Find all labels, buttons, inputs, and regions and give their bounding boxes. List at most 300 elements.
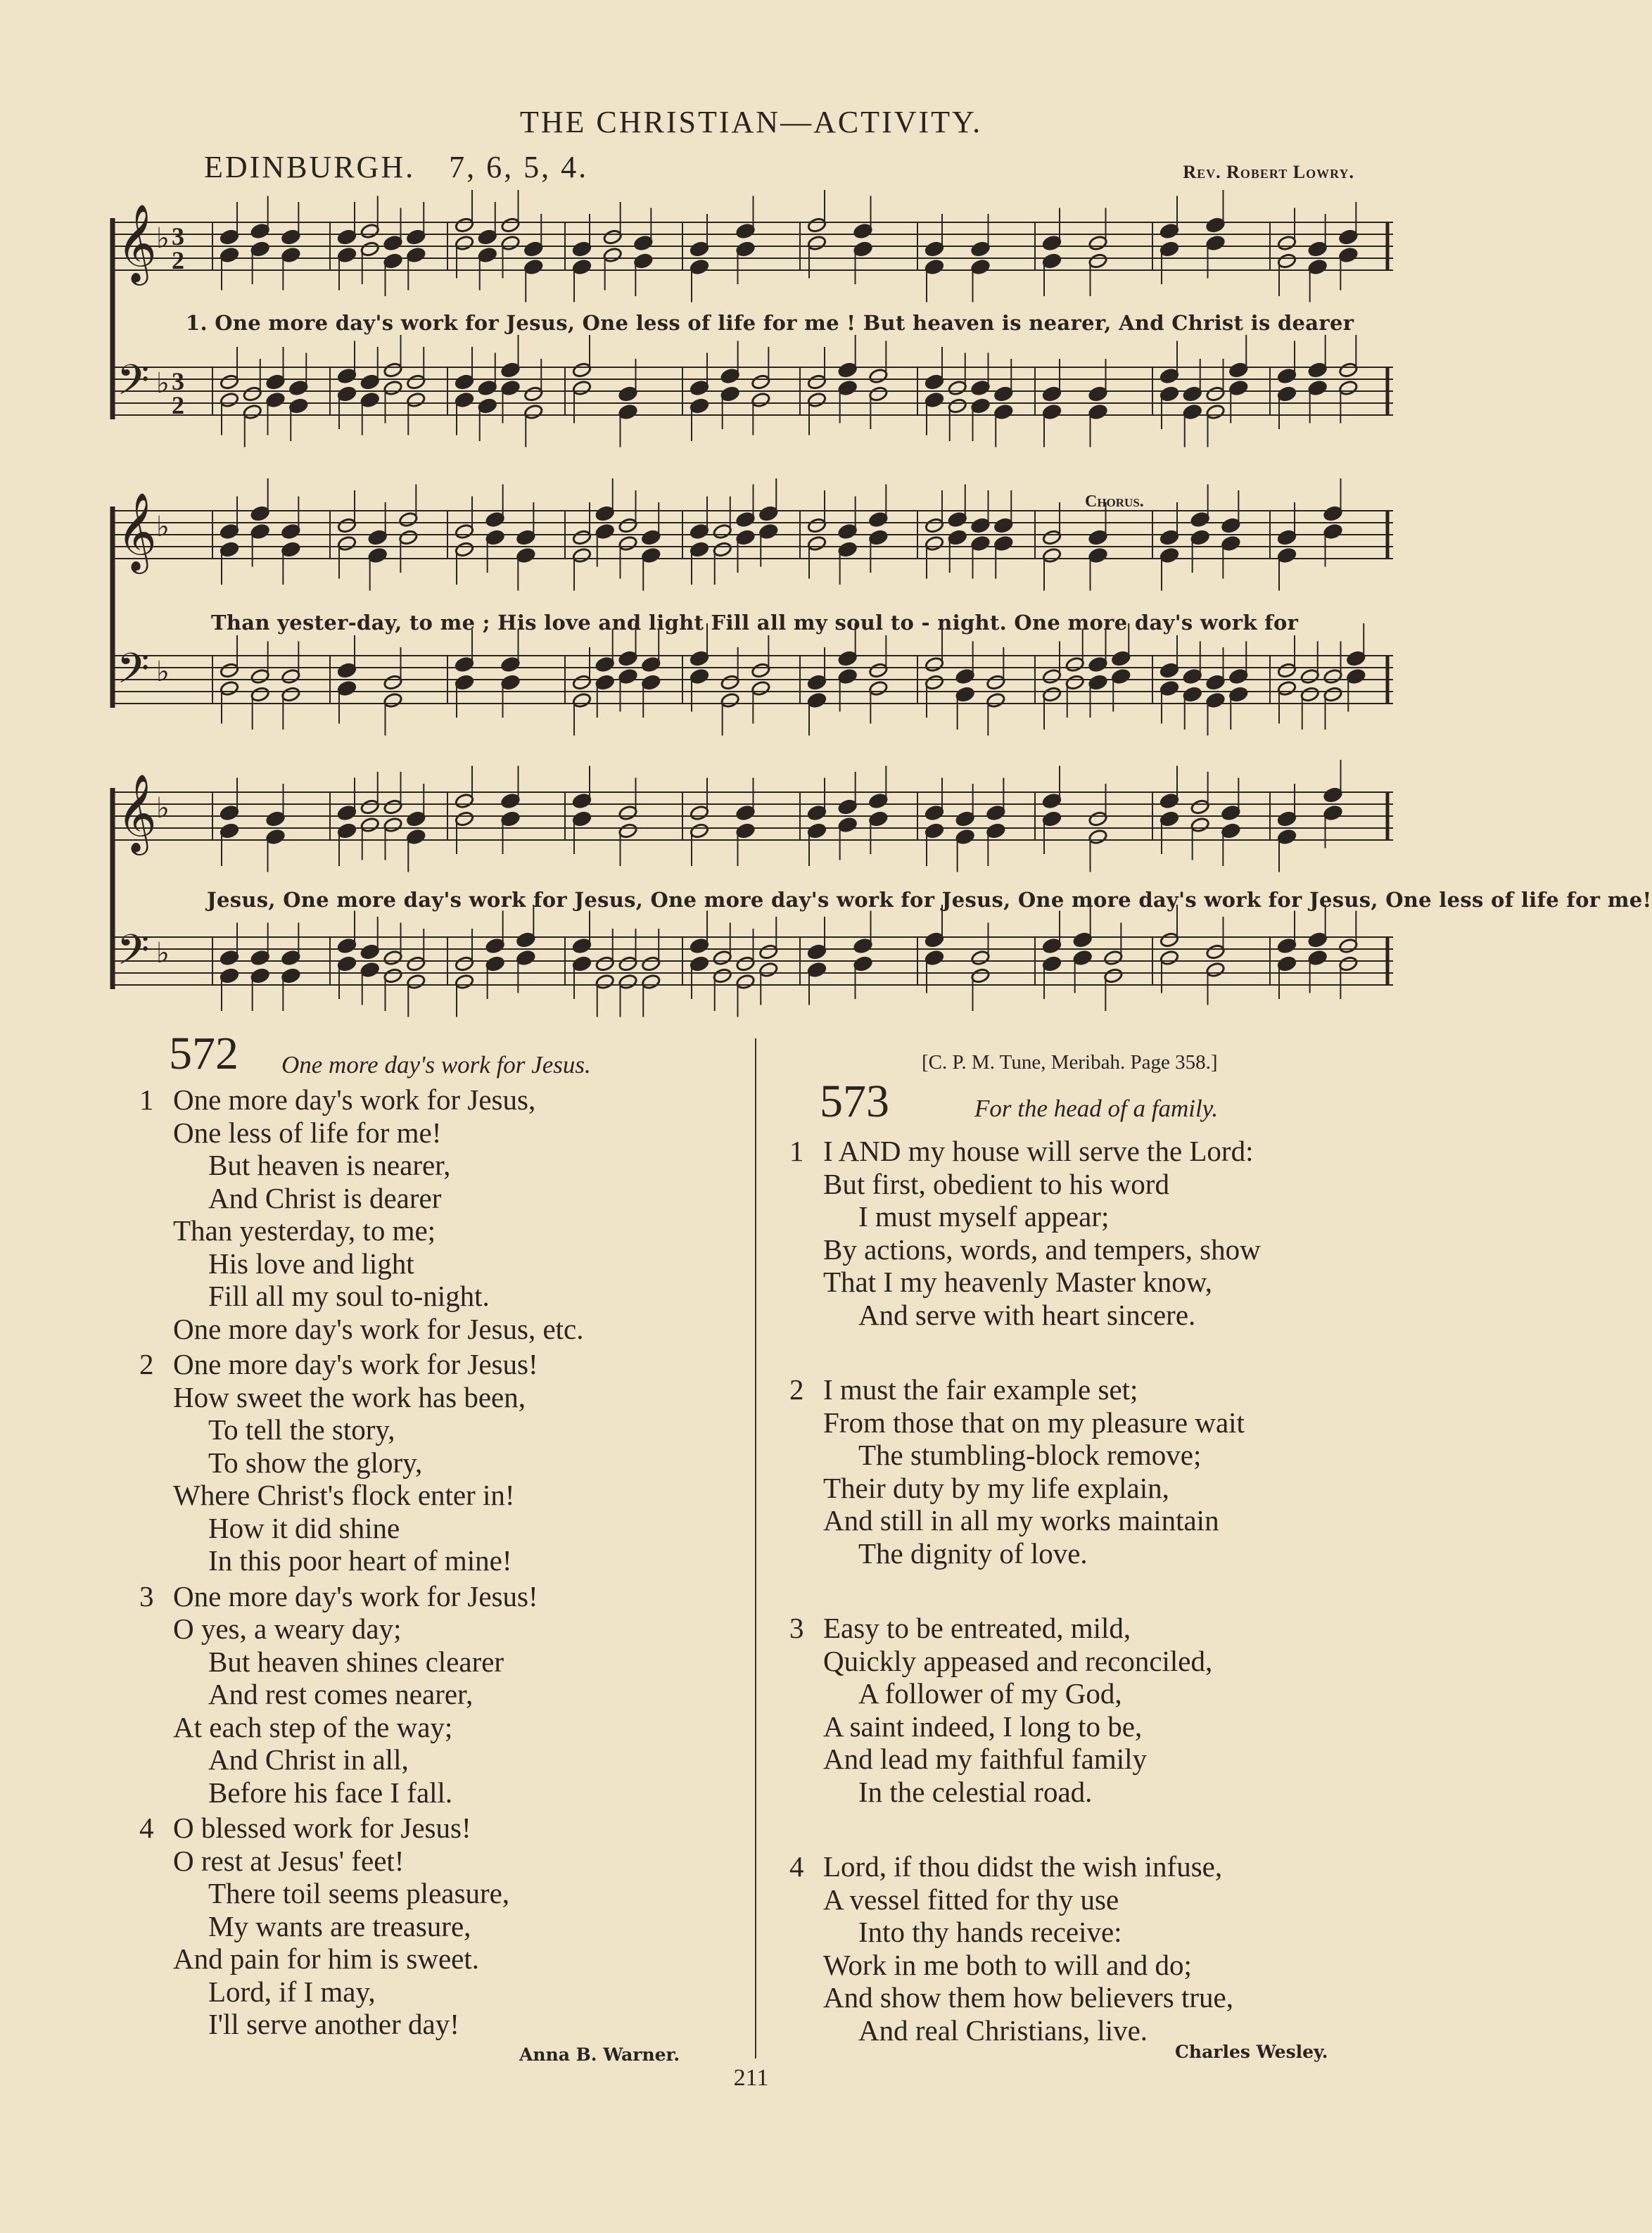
note-head	[485, 938, 505, 954]
note-head	[1277, 368, 1297, 384]
note-head	[1277, 662, 1297, 678]
key-signature-flat-icon: ♭	[156, 792, 170, 824]
note-head	[1111, 668, 1131, 685]
note-head	[383, 967, 402, 984]
note-head	[500, 656, 520, 673]
note-head	[288, 397, 308, 414]
note-head	[1323, 523, 1342, 540]
note-head	[955, 668, 975, 685]
note-head	[1300, 668, 1320, 685]
stanza-line-text: But heaven shines clearer	[208, 1645, 504, 1678]
note-head	[516, 547, 535, 564]
note-head	[572, 938, 592, 954]
stanza-line-text: To show the glory,	[208, 1446, 423, 1479]
note-head	[1323, 505, 1342, 521]
stanza-line-text: Easy to be entreated, mild,	[823, 1612, 1131, 1644]
note-head	[455, 955, 474, 972]
note-head	[986, 692, 1005, 708]
note-head	[383, 235, 402, 251]
stanza-line-text: I must the fair example set;	[823, 1373, 1138, 1406]
stanza-line-text: I'll serve another day!	[208, 2008, 459, 2040]
note-head	[1277, 386, 1297, 402]
note-head	[868, 793, 888, 809]
stanza-line	[173, 1512, 584, 1545]
note-head	[1088, 235, 1107, 251]
note-head	[925, 805, 944, 821]
note-head	[970, 397, 990, 414]
stanza-line	[173, 1612, 584, 1646]
note-head	[383, 799, 402, 815]
note-head	[1190, 799, 1210, 815]
stanza-line-text: In the celestial road.	[858, 1775, 1093, 1808]
note-head	[735, 955, 755, 972]
stanza-line	[173, 1214, 584, 1247]
hymn-572-subtitle: One more day's work for Jesus.	[281, 1051, 591, 1079]
note-head	[690, 955, 709, 972]
stanza-line	[823, 1299, 1261, 1332]
tune-name: EDINBURGH.	[204, 150, 416, 184]
note-head	[595, 505, 615, 521]
note-head	[250, 950, 270, 966]
note-head	[1073, 950, 1093, 966]
note-head	[853, 955, 872, 972]
note-head	[690, 822, 709, 839]
note-head	[1088, 253, 1107, 269]
stanza-line-text: And show them how believers true,	[823, 1981, 1233, 2013]
stanza-line-text: And rest comes nearer,	[208, 1678, 474, 1710]
note-head	[955, 829, 975, 845]
note-head	[603, 229, 623, 245]
note-head	[220, 680, 239, 696]
lyric-line-1: 1. One more day's work for Jesus, One less of life for me ! But heaven is nearer, And Christ is dearer	[186, 311, 1354, 335]
note-head	[1042, 938, 1062, 954]
note-head	[220, 822, 239, 839]
note-head	[948, 529, 967, 545]
stanza-line	[173, 1877, 584, 1910]
stanza-line	[823, 1537, 1261, 1570]
note-head	[455, 656, 474, 673]
note-head	[633, 253, 653, 269]
stanza-line-text: And still in all my works maintain	[823, 1504, 1219, 1537]
note-head	[690, 523, 709, 540]
stanza-line-text: From those that on my pleasure wait	[823, 1406, 1245, 1439]
stanza-line	[823, 1472, 1261, 1505]
stanza-line	[823, 1645, 1261, 1678]
note-head	[368, 529, 388, 545]
time-signature: 2	[172, 246, 184, 274]
note-head	[1338, 955, 1358, 972]
note-head	[618, 668, 637, 685]
stanza-line	[139, 1348, 584, 1381]
note-head	[281, 523, 300, 540]
note-head	[838, 650, 858, 666]
note-head	[713, 523, 732, 540]
note-head	[1346, 668, 1366, 685]
note-head	[337, 517, 357, 533]
note-head	[751, 662, 770, 678]
note-head	[1277, 529, 1297, 545]
stanza-line-text: One more day's work for Jesus, etc.	[173, 1312, 584, 1345]
stanza-line-text: And lead my faithful family	[823, 1743, 1147, 1775]
note-head	[595, 955, 615, 972]
treble-clef-icon: 𝄞	[117, 773, 157, 852]
stanza-line-text: Before his face I fall.	[208, 1776, 453, 1809]
note-head	[618, 386, 637, 402]
verse-number: 1	[789, 1135, 804, 1167]
note-head	[337, 955, 357, 972]
note-head	[1228, 686, 1248, 702]
stanza-line	[823, 1916, 1261, 1949]
note-head	[1190, 817, 1210, 833]
note-head	[572, 692, 592, 708]
stanza-line	[173, 1116, 584, 1150]
note-head	[368, 547, 388, 564]
stanza-line-text: But first, obedient to his word	[823, 1167, 1169, 1200]
bass-clef-icon: 𝄢	[117, 355, 150, 414]
stanza-line	[823, 1439, 1261, 1472]
note-head	[735, 511, 755, 528]
note-head	[500, 235, 520, 251]
note-head	[1308, 259, 1328, 275]
note-head	[1205, 674, 1225, 690]
stanza-line-text: O rest at Jesus' feet!	[173, 1844, 405, 1877]
note-head	[406, 374, 426, 390]
stanza-line	[789, 1373, 1261, 1406]
note-head	[618, 404, 637, 420]
note-head	[925, 374, 944, 390]
note-head	[500, 810, 520, 827]
note-head	[220, 523, 239, 540]
note-head	[1042, 955, 1062, 972]
stanza-line-text: In this poor heart of mine!	[208, 1544, 512, 1577]
note-head	[1088, 829, 1107, 845]
note-head	[516, 950, 535, 966]
stanza-line-text: Than yesterday, to me;	[173, 1214, 436, 1247]
note-head	[925, 950, 944, 966]
note-head	[807, 822, 827, 839]
note-head	[1065, 656, 1085, 673]
note-head	[572, 259, 592, 275]
note-head	[383, 817, 402, 833]
note-head	[220, 374, 239, 390]
note-head	[360, 817, 380, 833]
stanza-line-text: One more day's work for Jesus!	[173, 1579, 538, 1612]
stanza-line	[173, 1976, 584, 2009]
note-head	[337, 247, 357, 263]
stanza-line-text: And serve with heart sincere.	[858, 1298, 1196, 1331]
note-head	[618, 822, 637, 839]
music-system-3	[107, 773, 1652, 1055]
stanza-line	[823, 1949, 1261, 1982]
note-head	[1183, 404, 1202, 420]
note-head	[220, 967, 239, 984]
note-head	[500, 793, 520, 809]
stanza-line-text: Into thy hands receive:	[858, 1916, 1122, 1948]
note-head	[1277, 829, 1297, 845]
stanza-line	[173, 1910, 584, 1943]
note-head	[838, 523, 858, 540]
stanza-line-text: My wants are treasure,	[208, 1909, 471, 1942]
note-head	[265, 374, 285, 390]
note-head	[690, 650, 709, 666]
note-head	[281, 950, 300, 966]
note-head	[1088, 386, 1107, 402]
note-head	[250, 523, 270, 540]
note-head	[1277, 955, 1297, 972]
stanza-line	[173, 1776, 584, 1809]
note-head	[360, 374, 380, 390]
note-head	[455, 810, 474, 827]
note-head	[1159, 386, 1179, 402]
note-head	[360, 241, 380, 257]
verse-number: 1	[139, 1083, 154, 1116]
stanza-line	[823, 1710, 1261, 1743]
note-head	[1088, 810, 1107, 827]
stanza-line	[173, 1678, 584, 1711]
note-head	[690, 805, 709, 821]
stanza-line	[173, 1247, 584, 1280]
note-head	[281, 967, 300, 984]
note-head	[868, 386, 888, 402]
note-head	[1221, 805, 1240, 821]
note-head	[500, 362, 520, 378]
note-head	[406, 810, 426, 827]
hymn-573-tune-reference: [C. P. M. Tune, Meribah. Page 358.]	[922, 1051, 1218, 1074]
chorus-label: Chorus.	[1085, 492, 1144, 511]
stanza-line-text: Lord, if thou didst the wish infuse,	[823, 1850, 1223, 1883]
note-head	[868, 810, 888, 827]
note-head	[360, 962, 380, 978]
note-head	[993, 386, 1013, 402]
note-head	[572, 380, 592, 396]
note-head	[690, 668, 709, 685]
note-head	[572, 529, 592, 545]
note-head	[360, 392, 380, 408]
music-system-2	[107, 492, 1402, 767]
bass-clef-icon: 𝄢	[117, 644, 150, 703]
composer: Rev. Robert Lowry.	[1183, 162, 1354, 182]
note-head	[641, 674, 661, 690]
stanza-line-text: By actions, words, and tempers, show	[823, 1233, 1261, 1266]
note-head	[220, 662, 239, 678]
note-head	[250, 686, 270, 702]
note-head	[383, 692, 402, 708]
note-head	[406, 955, 426, 972]
note-head	[641, 656, 661, 673]
note-head	[1088, 547, 1107, 564]
verse-number: 3	[789, 1612, 804, 1644]
note-head	[970, 241, 990, 257]
note-head	[383, 950, 402, 966]
stanza-line-text: At each step of the way;	[173, 1710, 453, 1743]
note-head	[1338, 247, 1358, 263]
note-head	[838, 541, 858, 557]
note-head	[758, 943, 778, 960]
stanza-line	[823, 1883, 1261, 1916]
hymn-573-author: Charles Wesley.	[1175, 2042, 1328, 2062]
column-divider	[755, 1038, 756, 2059]
note-head	[595, 656, 615, 673]
note-head	[1205, 217, 1225, 233]
stanza-line	[823, 1406, 1261, 1439]
stanza-line	[139, 1083, 584, 1116]
note-head	[250, 223, 270, 239]
note-head	[618, 955, 637, 972]
note-head	[220, 541, 239, 557]
note-head	[500, 674, 520, 690]
music-system-1	[107, 204, 1402, 478]
stanza-line-text: How it did shine	[208, 1511, 400, 1544]
note-head	[1338, 362, 1358, 378]
note-head	[1277, 810, 1297, 827]
note-head	[1088, 404, 1107, 420]
note-head	[455, 392, 474, 408]
stanza-line-text: And real Christians, live.	[858, 2013, 1148, 2047]
note-head	[281, 229, 300, 245]
note-head	[713, 541, 732, 557]
note-head	[485, 511, 505, 528]
note-head	[406, 392, 426, 408]
note-head	[1042, 668, 1062, 685]
note-head	[1221, 535, 1240, 552]
bass-staff	[114, 623, 1393, 736]
note-head	[516, 529, 535, 545]
note-head	[265, 392, 285, 408]
note-head	[337, 680, 357, 696]
note-head	[986, 674, 1005, 690]
note-head	[455, 235, 474, 251]
note-head	[690, 397, 709, 414]
note-head	[925, 259, 944, 275]
stanza-line	[173, 1413, 584, 1446]
note-head	[838, 799, 858, 815]
note-head	[337, 535, 357, 552]
note-head	[1183, 668, 1202, 685]
note-head	[1088, 529, 1107, 545]
note-head	[1277, 547, 1297, 564]
treble-staff	[114, 190, 1393, 303]
note-head	[1277, 253, 1297, 269]
note-head	[337, 662, 357, 678]
verse-number: 2	[139, 1348, 154, 1380]
hymn-573-subtitle: For the head of a family.	[974, 1095, 1219, 1122]
note-head	[1308, 950, 1328, 966]
treble-staff	[114, 478, 1393, 591]
note-head	[572, 793, 592, 809]
stanza-line	[173, 1182, 584, 1215]
note-head	[807, 235, 827, 251]
note-head	[1338, 229, 1358, 245]
note-head	[383, 674, 402, 690]
note-head	[986, 822, 1005, 839]
tune-heading	[204, 149, 588, 185]
hymn-573-number: 573	[820, 1076, 889, 1127]
note-head	[1159, 662, 1179, 678]
note-head	[618, 535, 637, 552]
note-head	[1205, 692, 1225, 708]
note-head	[641, 529, 661, 545]
note-head	[220, 229, 239, 245]
stanza-line	[139, 1812, 584, 1845]
stanza-line-text: A vessel fitted for thy use	[823, 1883, 1119, 1916]
note-head	[337, 822, 357, 839]
note-head	[478, 380, 497, 396]
note-head	[1042, 386, 1062, 402]
note-head	[1205, 235, 1225, 251]
note-head	[838, 362, 858, 378]
note-head	[735, 805, 755, 821]
note-head	[618, 805, 637, 821]
note-head	[970, 535, 990, 552]
note-head	[993, 535, 1013, 552]
stanza-line	[823, 1266, 1261, 1299]
stanza-line	[173, 1446, 584, 1480]
note-head	[1159, 223, 1179, 239]
key-signature-flat-icon: ♭	[156, 367, 170, 399]
note-head	[1308, 362, 1328, 378]
note-head	[1228, 362, 1248, 378]
note-head	[1042, 793, 1062, 809]
note-head	[360, 223, 380, 239]
treble-staff	[114, 760, 1393, 872]
stanza-line	[173, 1646, 584, 1679]
note-head	[970, 259, 990, 275]
stanza-line	[139, 1580, 584, 1613]
note-head	[690, 259, 709, 275]
stanza-line	[823, 1200, 1261, 1233]
note-head	[1323, 787, 1342, 803]
note-head	[807, 535, 827, 552]
stanza-line-text: Quickly appeased and reconciled,	[823, 1644, 1213, 1677]
note-head	[595, 974, 615, 990]
note-head	[993, 517, 1013, 533]
note-head	[478, 397, 497, 414]
note-head	[281, 541, 300, 557]
meter: 7, 6, 5, 4.	[449, 150, 589, 184]
stanza-line-text: A follower of my God,	[858, 1677, 1122, 1710]
note-head	[618, 517, 637, 533]
note-head	[360, 799, 380, 815]
note-head	[751, 374, 770, 390]
lyric-line-2: Than yester-day, to me ; His love and light Fill all my soul to - night. One more day's work for	[211, 611, 1299, 635]
note-head	[641, 547, 661, 564]
verse-number: 3	[139, 1579, 154, 1612]
stanza-line-text: One more day's work for Jesus,	[173, 1083, 536, 1116]
note-head	[1088, 656, 1107, 673]
note-head	[455, 541, 474, 557]
note-head	[281, 668, 300, 685]
note-head	[1190, 529, 1210, 545]
note-head	[641, 955, 661, 972]
note-head	[1323, 805, 1342, 821]
note-head	[970, 380, 990, 396]
note-head	[690, 938, 709, 954]
note-head	[853, 223, 872, 239]
note-head	[398, 511, 418, 528]
note-head	[243, 386, 262, 402]
note-head	[838, 668, 858, 685]
note-head	[406, 974, 426, 990]
stanza-line-text: Lord, if I may,	[208, 1975, 376, 2008]
note-head	[1159, 680, 1179, 696]
note-head	[250, 668, 270, 685]
note-head	[1073, 931, 1093, 948]
stanza-line	[823, 1776, 1261, 1809]
note-head	[735, 974, 755, 990]
note-head	[713, 967, 732, 984]
note-head	[595, 523, 615, 540]
note-head	[948, 511, 967, 528]
